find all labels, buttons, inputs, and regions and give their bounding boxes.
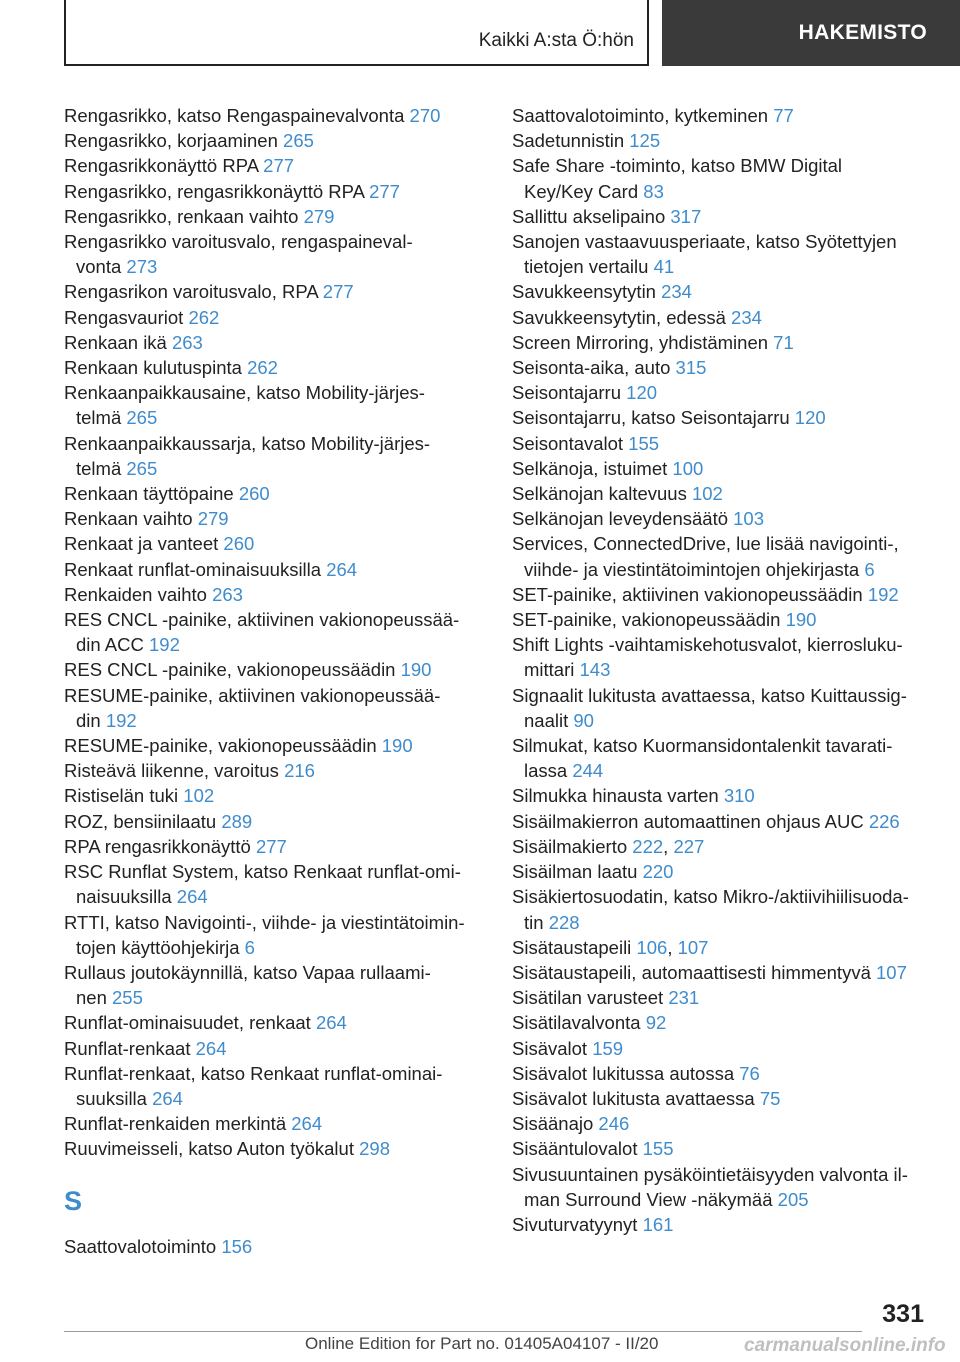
page-link[interactable]: 273 [126,256,158,278]
index-entry [512,1010,932,1035]
page-link[interactable]: 76 [739,1062,760,1084]
index-entry [64,910,484,960]
footer-divider [64,1331,862,1332]
entry-term: Renkaan täyttöpaine [64,483,234,505]
page-link[interactable]: 263 [171,331,203,353]
entry-term: Sisätaustapeili, automaattisesti himmentyvä [512,961,871,983]
page-link[interactable]: 264 [291,1113,323,1135]
page-link[interactable]: 192 [105,709,137,731]
page-link[interactable]: 246 [598,1113,630,1135]
page-link[interactable]: 260 [223,533,255,555]
entry-term: Sisäilmakierto [512,835,628,857]
entry-term-continued: tietojen vertailu [524,256,649,278]
page-link[interactable]: 264 [315,1012,347,1034]
entry-term: Rengasvauriot [64,306,184,328]
page-link[interactable]: 264 [152,1087,183,1109]
section-letter: S [64,1185,83,1216]
entry-term: Rengasrikko, korjaaminen [64,130,278,152]
index-entry [64,582,484,607]
entry-term: Savukkeensytytin, edessä [512,306,726,328]
index-entry [512,607,932,632]
entry-term-continued: suuksilla [76,1087,147,1109]
index-entry [64,758,484,783]
page-link[interactable]: 277 [322,281,354,303]
entry-term: Ruuvimeisseli, katso Auton työkalut [64,1138,354,1160]
page-link[interactable]: 279 [303,205,335,227]
page-link[interactable]: 244 [572,760,604,782]
page-link[interactable]: 71 [773,331,794,353]
page-link[interactable]: 100 [672,457,704,479]
entry-term-continued: viihde- ja viestintätoimintojen ohjekirjasta [524,558,860,580]
page-link[interactable]: 83 [643,180,664,202]
entry-term-continued: man Surround View -näkymää [524,1188,773,1210]
entry-term: Renkaan vaihto [64,508,193,530]
page-link[interactable]: 161 [642,1213,674,1235]
entry-term: Sisätilan varusteet [512,987,664,1009]
entry-term: SET-painike, vakionopeussäädin [512,609,781,631]
page-link[interactable]: 156 [221,1235,253,1257]
page-link[interactable]: 277 [369,180,400,202]
index-entry [64,834,484,859]
page-link[interactable]: 6 [244,936,255,958]
page-link[interactable]: 279 [197,508,229,530]
index-entry [512,1162,932,1212]
page-link[interactable]: 90 [573,709,594,731]
page-link[interactable]: 263 [212,583,243,605]
entry-term: Signaalit lukitusta avattaessa, katso Kuittaussig- [512,684,907,706]
entry-term: Sisätilavalvonta [512,1012,641,1034]
entry-term: Sisäilmakierron automaattinen ohjaus AUC [512,810,864,832]
index-entry [512,683,932,733]
entry-term: SET-painike, aktiivinen vakionopeussäädin [512,583,863,605]
page-link[interactable]: 41 [653,256,675,278]
index-entry [512,884,932,934]
index-entry [512,330,932,355]
entry-term: Seisontajarru [512,382,622,404]
page-link[interactable]: 125 [629,130,661,152]
header-frame-right [647,0,649,66]
chapter-title: Kaikki A:sta Ö:hön [478,30,634,51]
entry-term: Runflat-renkaat, katso Renkaat runflat-ominai- [64,1062,443,1084]
index-entry [512,733,932,783]
entry-term: Rengasrikko, renkaan vaihto [64,205,299,227]
entry-term-continued: Key/Key Card [524,180,639,202]
entry-term-continued: din [76,709,101,731]
page-link[interactable]: 260 [238,483,270,505]
entry-term-continued: din ACC [76,634,144,656]
entry-term-continued: nen [76,987,107,1009]
index-column-right [512,103,932,1237]
page-link[interactable]: 159 [592,1037,624,1059]
page-link[interactable]: 289 [221,810,253,832]
index-entry [64,1061,484,1111]
index-entry [64,431,484,481]
entry-term: Selkänojan kaltevuus [512,483,687,505]
section-tab: HAKEMISTO [662,0,960,66]
index-entry [64,1111,484,1136]
entry-term: Sisäkiertosuodatin, katso Mikro-/aktiivihiilisuoda- [512,886,909,908]
index-entry [512,1212,932,1237]
header-frame-bottom [64,64,649,66]
index-entry [64,103,484,128]
entry-term: Silmukat, katso Kuormansidontalenkit tavarati- [512,735,893,757]
entry-term-continued: mittari [524,659,575,681]
entry-term: Sallittu akselipaino [512,205,666,227]
index-entry [64,305,484,330]
entry-term: Rengasrikko, rengasrikkonäyttö RPA [64,180,364,202]
entry-term-continued: telmä [76,407,122,429]
index-entry [64,783,484,808]
index-entry [512,1061,932,1086]
entry-term: Sisävalot [512,1037,588,1059]
index-entry [512,380,932,405]
index-entry [64,1234,484,1259]
index-entry [512,985,932,1010]
entry-term: Renkaan ikä [64,331,167,353]
entry-term: Ristiselän tuki [64,785,179,807]
entry-term: Rengasrikkonäyttö RPA [64,155,259,177]
entry-term-continued: tin [524,911,544,933]
entry-term: Sisäänajo [512,1113,594,1135]
entry-term: Services, ConnectedDrive, lue lisää navigointi-, [512,533,899,555]
index-entry [64,506,484,531]
index-entry [512,431,932,456]
index-entry [512,153,932,203]
index-entry [512,103,932,128]
page-link[interactable]: 270 [409,105,441,126]
index-entry [512,582,932,607]
index-entry [64,355,484,380]
index-entry: Sisäilmakierto 222, 227 [512,835,705,857]
entry-term: Sisävalot lukitusta avattaessa [512,1087,755,1109]
entry-term: Renkaanpaikkausaine, katso Mobility-järjes- [64,382,425,404]
index-entry [64,153,484,178]
page-link[interactable]: 264 [176,886,208,908]
entry-term: Sisääntulovalot [512,1138,638,1160]
index-entry [64,380,484,430]
index-entry [512,204,932,229]
entry-term: Screen Mirroring, yhdistäminen [512,331,769,353]
page-link[interactable]: 107 [876,961,907,983]
page-link[interactable]: 265 [126,407,158,429]
entry-term: RSC Runflat System, katso Renkaat runflat-omi- [64,861,461,883]
entry-term: Rengasrikko varoitusvalo, rengaspaineval- [64,231,413,253]
page-number: 331 [882,1300,924,1328]
index-entry [512,809,932,834]
entry-term: Selkänoja, istuimet [512,457,668,479]
entry-term: Renkaan kulutuspinta [64,357,242,379]
entry-term: Risteävä liikenne, varoitus [64,760,279,782]
index-entry [512,783,932,808]
page-link[interactable]: 102 [183,785,215,807]
entry-term-continued: lassa [524,760,568,782]
entry-term: Silmukka hinausta varten [512,785,719,807]
entry-term: RES CNCL -painike, vakionopeussäädin [64,659,396,681]
entry-term: Runflat-ominaisuudet, renkaat [64,1012,311,1034]
index-entry [512,481,932,506]
index-entry [64,657,484,682]
page-link[interactable]: 315 [675,357,707,379]
entry-term-continued: naisuuksilla [76,886,172,908]
entry-term: RESUME-painike, aktiivinen vakionopeussää- [64,684,441,706]
page-link[interactable]: 226 [868,810,900,832]
index-entry [512,859,932,884]
entry-term: Seisontavalot [512,432,624,454]
page-link[interactable]: 190 [400,659,432,681]
page-link[interactable]: 262 [247,357,278,379]
page-link[interactable]: 190 [381,735,413,757]
index-entry [512,279,932,304]
entry-term: RES CNCL -painike, aktiivinen vakionopeussää- [64,609,460,631]
page-link[interactable]: 265 [126,457,158,479]
entry-term: Saattovalotoiminto [64,1235,217,1257]
page-link[interactable]: 264 [195,1037,227,1059]
entry-term: Sisävalot lukitussa autossa [512,1062,735,1084]
page-link[interactable]: 143 [579,659,611,681]
index-entry [64,531,484,556]
index-entry [64,179,484,204]
entry-term: Safe Share -toiminto, katso BMW Digital [512,155,843,177]
page-link[interactable]: 120 [626,382,658,404]
entry-term: Seisontajarru, katso Seisontajarru [512,407,790,429]
entry-term: Sivusuuntainen pysäköintietäisyyden valvonta il- [512,1163,908,1185]
footer-edition: Online Edition for Part no. 01405A04107 - II/20 [305,1334,659,1353]
index-entry [512,456,932,481]
index-entry [64,733,484,758]
page-link[interactable]: 92 [645,1012,667,1034]
page-link[interactable]: 228 [548,911,580,933]
page-link[interactable]: 220 [642,861,674,883]
entry-term: Rengasrikko, katso Rengaspainevalvonta [64,105,405,126]
page-link[interactable]: 120 [794,407,826,429]
page-link[interactable]: 192 [867,583,899,605]
entry-term: Sivuturvatyynyt [512,1213,638,1235]
page-link[interactable]: 205 [777,1188,809,1210]
index-entry [64,1036,484,1061]
index-entry [64,481,484,506]
entry-term: ROZ, bensiinilaatu [64,810,217,832]
index-entry [512,1086,932,1111]
index-entry [512,1036,932,1061]
index-entry [512,305,932,330]
entry-term: Sisäilman laatu [512,861,638,883]
page-link[interactable]: 106 [636,936,668,958]
page-link[interactable]: 6 [864,558,875,580]
index-entry [512,1111,932,1136]
index-entry [512,1136,932,1161]
entry-term: RTTI, katso Navigointi-, viihde- ja viestintätoimin- [64,911,465,933]
index-entry [64,279,484,304]
index-entry [512,531,932,581]
page-link[interactable]: 103 [733,508,765,530]
page-link[interactable]: 227 [673,835,705,857]
page-link[interactable]: 310 [723,785,755,807]
entry-term: Sadetunnistin [512,130,625,152]
entry-term-continued: vonta [76,256,122,278]
index-entry [64,204,484,229]
page-link[interactable]: 265 [283,130,314,152]
entry-term-continued: telmä [76,457,122,479]
entry-term: Rengasrikon varoitusvalo, RPA [64,281,318,303]
index-entry [512,405,932,430]
entry-term: Saattovalotoiminto, kytkeminen [512,105,769,126]
entry-term: Shift Lights -vaihtamiskehotusvalot, kierrosluku- [512,634,903,656]
entry-term: Runflat-renkaat [64,1037,191,1059]
left-entries-list [64,103,484,1162]
index-column-left [64,103,484,1259]
page-link[interactable]: 222 [632,835,664,857]
page-link[interactable]: 107 [677,936,709,958]
page-link[interactable]: 262 [188,306,220,328]
index-entry [64,1010,484,1035]
page-link[interactable]: 192 [149,634,180,656]
index-entry [512,506,932,531]
index-entry [512,229,932,279]
entry-term: RPA rengasrikkonäyttö [64,835,251,857]
index-entry [512,632,932,682]
index-entry: Sisätaustapeili 106, 107 [512,936,709,958]
left-after-list [64,1234,484,1259]
entry-term: Sisätaustapeili [512,936,632,958]
page-link[interactable]: 234 [731,306,762,328]
index-entry [64,557,484,582]
page-link[interactable]: 317 [670,205,702,227]
entry-term: Selkänojan leveydensäätö [512,508,728,530]
index-entry [512,128,932,153]
page-link[interactable]: 102 [691,483,723,505]
index-entry [512,960,932,985]
index-entry [64,960,484,1010]
index-entry [64,683,484,733]
index-entry [64,607,484,657]
index-entry [64,229,484,279]
entry-term: Renkaiden vaihto [64,583,207,605]
page-link[interactable]: 264 [326,558,358,580]
page-link[interactable]: 277 [255,835,287,857]
entry-term: Seisonta-aika, auto [512,357,671,379]
page-link[interactable]: 155 [628,432,660,454]
entry-term-continued: tojen käyttöohjekirja [76,936,240,958]
page-link[interactable]: 277 [263,155,295,177]
index-entry [512,355,932,380]
entry-term-continued: naalit [524,709,569,731]
index-entry [64,809,484,834]
index-entry [64,1136,484,1161]
page-link[interactable]: 234 [661,281,692,303]
page-link[interactable]: 216 [284,760,315,782]
right-entries-list [512,103,932,1237]
entry-term: RESUME-painike, vakionopeussäädin [64,735,377,757]
page-link[interactable]: 255 [112,987,143,1009]
entry-term: Runflat-renkaiden merkintä [64,1113,287,1135]
page-link[interactable]: 190 [785,609,817,631]
entry-term: Savukkeensytytin [512,281,656,303]
entry-term: Renkaat runflat-ominaisuuksilla [64,558,322,580]
entry-term: Rullaus joutokäynnillä, katso Vapaa rullaami- [64,961,431,983]
page-link[interactable]: 231 [668,987,700,1009]
index-entry [64,128,484,153]
watermark-text: carmanualsonline.info [744,1335,946,1356]
page-link[interactable]: 77 [773,105,794,126]
entry-term: Renkaanpaikkaussarja, katso Mobility-järjes- [64,432,431,454]
index-entry [64,330,484,355]
entry-term: Sanojen vastaavuusperiaate, katso Syötettyjen [512,231,897,253]
page-link[interactable]: 155 [642,1138,674,1160]
entry-term: Renkaat ja vanteet [64,533,219,555]
index-entry [64,859,484,909]
page-link[interactable]: 298 [359,1138,390,1160]
page-link[interactable]: 75 [759,1087,781,1109]
